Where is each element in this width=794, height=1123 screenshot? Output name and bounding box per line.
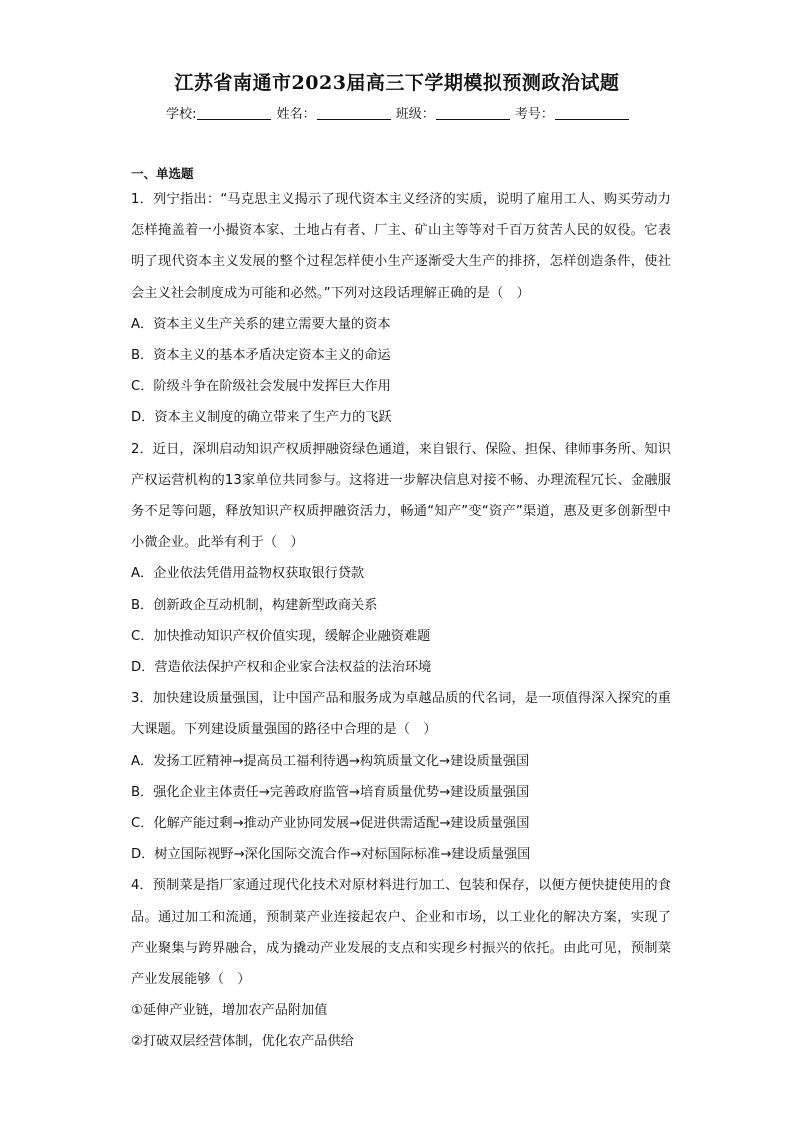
option-d: D．资本主义制度的确立带来了生产力的飞跃 — [131, 410, 392, 426]
option-a: A．发扬工匠精神→提高员工福利待遇→构筑质量文化→建设质量强国 — [131, 753, 530, 769]
option-b: B．资本主义的基本矛盾决定资本主义的命运 — [131, 348, 391, 364]
option-c: C．阶级斗争在阶级社会发展中发挥巨大作用 — [131, 379, 391, 395]
question-1 — [131, 184, 671, 434]
question-stem: 3．加快建设质量强国，让中国产品和服务成为卓越品质的代名词，是一项值得深入探究的重大课题。下列建设质量强国的路径中合理的是（ ） — [131, 691, 671, 738]
option-2: ②打破双层经营体制，优化农产品供给 — [131, 1034, 354, 1050]
option-b: B．创新政企互动机制，构建新型政商关系 — [131, 597, 378, 613]
option-b: B．强化企业主体责任→完善政府监管→培育质量优势→建设质量强国 — [131, 784, 530, 800]
question-stem: 4．预制菜是指厂家通过现代化技术对原材料进行加工、包装和保存，以便方便快捷使用的食品。通过加工和流通，预制菜产业连接起农户、企业和市场，以工业化的解决方案，实现了产业聚集与跨界融合，成为撬动产业发展的支点和实现乡村振兴的依托。由此可见，预制菜产业发展能够（ ） — [131, 878, 671, 988]
question-3 — [131, 683, 671, 870]
section-heading: 一、单选题 — [131, 166, 194, 181]
exam-title: 江苏省南通市2023届高三下学期模拟预测政治试题 — [174, 72, 620, 94]
option-1: ①延伸产业链，增加农产品附加值 — [131, 1003, 328, 1019]
student-info-row — [0, 103, 794, 122]
question-4 — [131, 870, 671, 1057]
question-stem: 2．近日，深圳启动知识产权质押融资绿色通道，来自银行、保险、担保、律师事务所、知识产权运营机构的13家单位共同参与。这将进一步解决信息对接不畅、办理流程冗长、金融服务不足等问题，释放知识产权质押融资活力，畅通“知产”变“资产”渠道，惠及更多创新型中小微企业。此举有利于（ ） — [131, 441, 671, 551]
question-content — [131, 164, 671, 1058]
option-d: D．营造依法保护产权和企业家合法权益的法治环境 — [131, 660, 432, 676]
option-a: A．资本主义生产关系的建立需要大量的资本 — [131, 316, 391, 332]
number-blank[interactable] — [555, 107, 629, 120]
name-label: 姓名： — [276, 107, 316, 122]
option-c: C．化解产能过剩→推动产业协同发展→促进供需适配→建设质量强国 — [131, 816, 530, 832]
option-a: A．企业依法凭借用益物权获取银行贷款 — [131, 566, 365, 582]
option-d: D．树立国际视野→深化国际交流合作→对标国际标准→建设质量强国 — [131, 847, 531, 863]
school-blank[interactable] — [197, 107, 271, 120]
class-label: 班级： — [395, 107, 435, 122]
question-stem: 1．列宁指出：“马克思主义揭示了现代资本主义经济的实质，说明了雇用工人、购买劳动力怎样掩盖着一小撮资本家、土地占有者、厂主、矿山主等等对千百万贫苦人民的奴役。它表明了现代资本主义发展的整个过程怎样使小生产逐渐受大生产的排挤，怎样创造条件，使社会主义社会制度成为可能和必然。”下列对这段话理解正确的是（ ） — [131, 192, 671, 301]
question-2 — [131, 434, 671, 684]
option-c: C．加快推动知识产权价值实现，缓解企业融资难题 — [131, 628, 431, 644]
number-label: 考号： — [514, 107, 554, 122]
school-label: 学校: — [166, 107, 197, 122]
class-blank[interactable] — [436, 107, 510, 120]
name-blank[interactable] — [317, 107, 391, 120]
